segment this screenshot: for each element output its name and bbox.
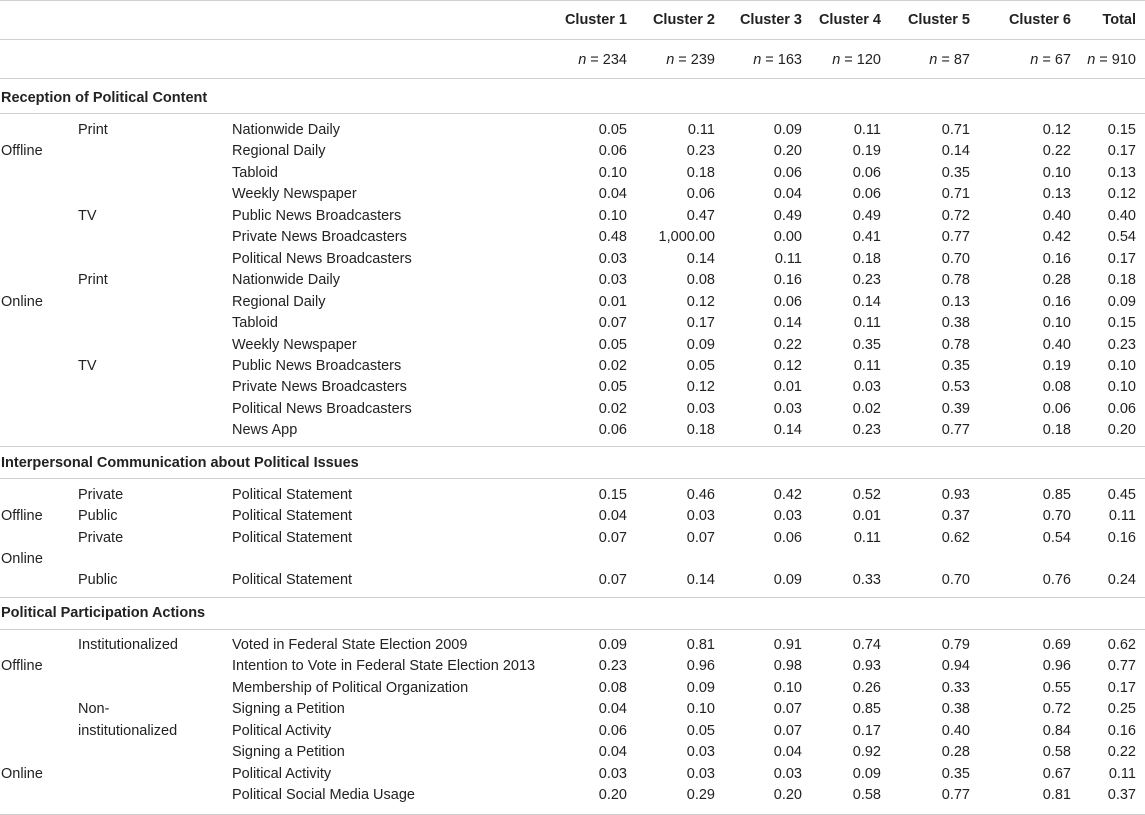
cell-value: 0.74	[852, 637, 881, 653]
cell-value: 0.17	[686, 315, 715, 332]
cell-value: 0.11	[1108, 765, 1136, 782]
cell-value: 0.01	[852, 508, 881, 525]
cell-value: 0.10	[1042, 315, 1071, 332]
n-equals: =	[586, 52, 603, 68]
cell-value: 0.45	[1107, 487, 1136, 503]
row-label: Tabloid	[232, 315, 278, 332]
cell-value: 0.06	[1042, 400, 1071, 417]
cell-value: 0.38	[941, 701, 970, 718]
cell-value: 0.07	[598, 572, 627, 589]
cell-value: 0.23	[852, 422, 881, 439]
cell-value: 0.40	[1042, 336, 1071, 353]
header-rule	[0, 39, 1145, 40]
cell-value: 0.23	[686, 143, 715, 160]
row-label: Intention to Vote in Federal State Election 2013	[232, 658, 536, 675]
cell-value: 0.12	[773, 357, 802, 374]
cell-value: 0.06	[598, 422, 627, 439]
cell-value: 0.01	[773, 379, 802, 396]
cell-value: 0.09	[686, 336, 715, 353]
cell-value: 0.77	[941, 787, 970, 804]
group-mode: Online	[1, 293, 43, 310]
cell-value: 0.10	[1107, 357, 1136, 374]
group-type: Print	[78, 122, 108, 138]
cell-value: 0.03	[773, 400, 802, 417]
n-equals: =	[674, 52, 691, 68]
cell-value: 0.18	[686, 422, 715, 439]
cell-value: 0.04	[773, 744, 802, 761]
cell-value: 0.52	[852, 487, 881, 503]
cell-value: 0.24	[1107, 572, 1136, 589]
cell-value: 0.03	[598, 765, 627, 782]
section-bottom-rule	[0, 446, 1145, 447]
group-mode: Offline	[1, 143, 43, 160]
n-symbol: n	[832, 52, 841, 68]
cell-value: 0.19	[1042, 357, 1071, 374]
cell-value: 0.07	[686, 529, 715, 546]
cell-value: 0.71	[941, 122, 970, 138]
cell-value: 0.23	[852, 272, 881, 289]
cell-value: 0.09	[1107, 293, 1136, 310]
n-symbol: n	[666, 52, 675, 68]
cell-value: 0.10	[598, 207, 627, 224]
cell-value: 0.22	[1042, 143, 1071, 160]
row-label: Political Activity	[232, 722, 332, 739]
group-type: Public	[78, 508, 118, 525]
cell-value: 0.55	[1042, 679, 1071, 696]
column-header: Total	[1102, 12, 1136, 28]
cell-value: 0.48	[598, 229, 627, 246]
row-label: Public News Broadcasters	[232, 357, 402, 374]
cell-value: 0.42	[773, 487, 802, 503]
row-label: Private News Broadcasters	[232, 379, 407, 396]
cell-value: 0.04	[773, 186, 802, 203]
cell-value: 0.71	[941, 186, 970, 203]
row-label: Political Statement	[232, 487, 353, 503]
cell-value: 0.10	[1042, 164, 1071, 181]
column-header: Cluster 6	[1008, 12, 1071, 28]
cell-value: 0.35	[941, 357, 970, 374]
cell-value: 0.18	[1042, 422, 1071, 439]
sample-size	[929, 51, 970, 69]
cell-value: 0.16	[1107, 722, 1136, 739]
group-type: institutionalized	[78, 722, 178, 739]
cell-value: 0.04	[598, 744, 627, 761]
cell-value: 0.16	[1042, 250, 1071, 267]
cell-value: 0.96	[1042, 658, 1071, 675]
cell-value: 0.77	[941, 422, 970, 439]
cell-value: 0.02	[598, 357, 627, 374]
cell-value: 0.12	[1042, 122, 1071, 138]
row-label: Political News Broadcasters	[232, 250, 412, 267]
n-value: 910	[1111, 52, 1136, 68]
n-symbol: n	[1087, 52, 1096, 68]
cell-value: 0.14	[852, 293, 881, 310]
cell-value: 0.09	[773, 122, 802, 138]
group-type: TV	[78, 207, 97, 224]
cell-value: 0.11	[1108, 508, 1136, 525]
n-value: 234	[602, 52, 627, 68]
cell-value: 0.81	[1042, 787, 1071, 804]
cell-value: 0.20	[598, 787, 627, 804]
cell-value: 0.19	[852, 143, 881, 160]
row-label: News App	[232, 422, 298, 439]
group-type: Public	[78, 572, 118, 589]
cell-value: 0.07	[598, 315, 627, 332]
row-label: Regional Daily	[232, 143, 326, 160]
cell-value: 0.39	[941, 400, 970, 417]
row-label: Political Social Media Usage	[232, 787, 415, 804]
section-title: Political Participation Actions	[1, 605, 206, 621]
n-symbol: n	[1030, 52, 1039, 68]
sample-size	[832, 51, 881, 69]
cell-value: 0.84	[1042, 722, 1071, 739]
group-type: TV	[78, 357, 97, 374]
row-label: Political Activity	[232, 765, 332, 782]
cell-value: 0.46	[686, 487, 715, 503]
cell-value: 0.06	[773, 164, 802, 181]
cell-value: 0.26	[852, 679, 881, 696]
group-type: Print	[78, 272, 108, 289]
cell-value: 0.13	[941, 293, 970, 310]
cell-value: 0.78	[941, 336, 970, 353]
row-label: Political Statement	[232, 529, 353, 546]
n-equals: =	[937, 52, 954, 68]
cell-value: 0.17	[1107, 250, 1136, 267]
row-label: Weekly Newspaper	[232, 336, 357, 353]
column-header: Cluster 4	[818, 12, 881, 28]
row-label: Weekly Newspaper	[232, 186, 357, 203]
cell-value: 0.06	[686, 186, 715, 203]
cell-value: 0.35	[941, 164, 970, 181]
cell-value: 0.54	[1107, 229, 1136, 246]
cell-value: 0.38	[941, 315, 970, 332]
row-label: Membership of Political Organization	[232, 679, 469, 696]
cell-value: 0.40	[1107, 207, 1136, 224]
column-header: Cluster 5	[907, 12, 970, 28]
cell-value: 0.62	[1107, 637, 1136, 653]
cell-value: 0.07	[773, 701, 802, 718]
cell-value: 0.25	[1107, 701, 1136, 718]
cell-value: 0.79	[941, 637, 970, 653]
cell-value: 0.14	[686, 250, 715, 267]
group-type: Private	[78, 529, 124, 546]
n-symbol: n	[753, 52, 762, 68]
cell-value: 0.41	[852, 229, 881, 246]
cell-value: 0.49	[852, 207, 881, 224]
cell-value: 0.14	[773, 315, 802, 332]
cell-value: 0.11	[853, 315, 881, 332]
cell-value: 0.85	[852, 701, 881, 718]
cell-value: 0.33	[852, 572, 881, 589]
column-header: Cluster 3	[739, 12, 802, 28]
cell-value: 0.20	[1107, 422, 1136, 439]
cell-value: 0.08	[1042, 379, 1071, 396]
row-label: Nationwide Daily	[232, 272, 340, 289]
cell-value: 0.05	[598, 122, 627, 138]
cell-value: 0.16	[773, 272, 802, 289]
cell-value: 0.14	[773, 422, 802, 439]
cell-value: 0.10	[1107, 379, 1136, 396]
row-label: Signing a Petition	[232, 701, 345, 718]
cell-value: 0.06	[598, 143, 627, 160]
cell-value: 0.09	[852, 765, 881, 782]
cell-value: 0.18	[686, 164, 715, 181]
cell-value: 0.37	[941, 508, 970, 525]
sample-size	[1030, 51, 1071, 69]
cell-value: 0.03	[598, 250, 627, 267]
cell-value: 0.42	[1042, 229, 1071, 246]
cell-value: 0.76	[1042, 572, 1071, 589]
cell-value: 0.02	[852, 400, 881, 417]
cell-value: 1,000.00	[658, 229, 715, 246]
cell-value: 0.70	[941, 572, 970, 589]
group-type: Non-	[78, 701, 110, 718]
cell-value: 0.06	[598, 722, 627, 739]
section-rule	[0, 478, 1145, 479]
cell-value: 0.09	[598, 637, 627, 653]
section-title: Reception of Political Content	[1, 90, 208, 106]
column-header: Cluster 1	[564, 12, 627, 28]
row-label: Political Statement	[232, 508, 353, 525]
cell-value: 0.93	[852, 658, 881, 675]
cell-value: 0.78	[941, 272, 970, 289]
cell-value: 0.17	[1107, 143, 1136, 160]
cell-value: 0.01	[598, 293, 627, 310]
cell-value: 0.49	[773, 207, 802, 224]
top-rule	[0, 0, 1145, 1]
cell-value: 0.12	[686, 293, 715, 310]
n-equals: =	[1095, 52, 1112, 68]
cell-value: 0.00	[773, 229, 802, 246]
n-value: 239	[690, 52, 715, 68]
cell-value: 0.54	[1042, 529, 1071, 546]
cell-value: 0.05	[598, 379, 627, 396]
n-symbol: n	[578, 52, 587, 68]
cell-value: 0.09	[773, 572, 802, 589]
cell-value: 0.58	[1042, 744, 1071, 761]
cell-value: 0.20	[773, 143, 802, 160]
cell-value: 0.04	[598, 701, 627, 718]
cell-value: 0.03	[686, 508, 715, 525]
cell-value: 0.03	[852, 379, 881, 396]
row-label: Private News Broadcasters	[232, 229, 407, 246]
n-value: 87	[953, 52, 970, 68]
cell-value: 0.98	[773, 658, 802, 675]
cell-value: 0.20	[773, 787, 802, 804]
cell-value: 0.11	[853, 529, 881, 546]
cell-value: 0.70	[1042, 508, 1071, 525]
cell-value: 0.28	[941, 744, 970, 761]
row-label: Public News Broadcasters	[232, 207, 402, 224]
cell-value: 0.16	[1042, 293, 1071, 310]
group-mode: Online	[1, 550, 43, 567]
n-value: 120	[856, 52, 881, 68]
cell-value: 0.17	[852, 722, 881, 739]
cell-value: 0.22	[1107, 744, 1136, 761]
n-equals: =	[840, 52, 857, 68]
section-rule	[0, 113, 1145, 114]
cell-value: 0.53	[941, 379, 970, 396]
row-label: Signing a Petition	[232, 744, 345, 761]
group-type: Private	[78, 487, 124, 503]
cell-value: 0.11	[774, 250, 802, 267]
cell-value: 0.18	[1107, 272, 1136, 289]
section-title: Interpersonal Communication about Political Issues	[1, 455, 359, 471]
cell-value: 0.94	[941, 658, 970, 675]
cell-value: 0.62	[941, 529, 970, 546]
cell-value: 0.04	[598, 186, 627, 203]
cell-value: 0.04	[598, 508, 627, 525]
cell-value: 0.28	[1042, 272, 1071, 289]
cell-value: 0.09	[686, 679, 715, 696]
section-rule	[0, 629, 1145, 630]
sample-size	[1087, 51, 1136, 69]
cell-value: 0.40	[1042, 207, 1071, 224]
cell-value: 0.35	[941, 765, 970, 782]
row-label: Voted in Federal State Election 2009	[232, 637, 468, 653]
cell-value: 0.06	[773, 293, 802, 310]
cell-value: 0.96	[686, 658, 715, 675]
cell-value: 0.07	[773, 722, 802, 739]
cell-value: 0.93	[941, 487, 970, 503]
cell-value: 0.23	[1107, 336, 1136, 353]
cell-value: 0.11	[853, 122, 881, 138]
group-mode: Offline	[1, 658, 43, 675]
n-symbol: n	[929, 52, 938, 68]
group-type: Institutionalized	[78, 637, 178, 653]
cell-value: 0.17	[1107, 679, 1136, 696]
cell-value: 0.18	[852, 250, 881, 267]
cell-value: 0.06	[852, 186, 881, 203]
cell-value: 0.92	[852, 744, 881, 761]
cell-value: 0.02	[598, 400, 627, 417]
n-equals: =	[761, 52, 778, 68]
cell-value: 0.35	[852, 336, 881, 353]
cell-value: 0.07	[598, 529, 627, 546]
cell-value: 0.11	[687, 122, 715, 138]
cell-value: 0.03	[773, 508, 802, 525]
row-label: Tabloid	[232, 164, 278, 181]
cell-value: 0.11	[853, 357, 881, 374]
cell-value: 0.14	[686, 572, 715, 589]
cell-value: 0.06	[1107, 400, 1136, 417]
cell-value: 0.06	[773, 529, 802, 546]
row-label: Regional Daily	[232, 293, 326, 310]
cell-value: 0.58	[852, 787, 881, 804]
cell-value: 0.72	[941, 207, 970, 224]
cell-value: 0.05	[686, 722, 715, 739]
n-rule	[0, 78, 1145, 79]
cell-value: 0.15	[1107, 315, 1136, 332]
cell-value: 0.10	[773, 679, 802, 696]
cell-value: 0.15	[598, 487, 627, 503]
cell-value: 0.14	[941, 143, 970, 160]
cell-value: 0.10	[598, 164, 627, 181]
group-mode: Online	[1, 765, 43, 782]
cell-value: 0.77	[941, 229, 970, 246]
cell-value: 0.08	[598, 679, 627, 696]
sample-size	[578, 51, 627, 69]
n-value: 67	[1054, 52, 1071, 68]
n-equals: =	[1038, 52, 1055, 68]
sample-size	[666, 51, 715, 69]
cell-value: 0.03	[686, 744, 715, 761]
cell-value: 0.08	[686, 272, 715, 289]
cell-value: 0.47	[686, 207, 715, 224]
cell-value: 0.15	[1107, 122, 1136, 138]
cell-value: 0.72	[1042, 701, 1071, 718]
cell-value: 0.22	[773, 336, 802, 353]
cell-value: 0.23	[598, 658, 627, 675]
cell-value: 0.13	[1107, 164, 1136, 181]
cell-value: 0.77	[1107, 658, 1136, 675]
cell-value: 0.12	[686, 379, 715, 396]
cell-value: 0.69	[1042, 637, 1071, 653]
cell-value: 0.91	[773, 637, 802, 653]
row-label: Political Statement	[232, 572, 353, 589]
cell-value: 0.05	[686, 357, 715, 374]
cell-value: 0.05	[598, 336, 627, 353]
section-bottom-rule	[0, 597, 1145, 598]
cell-value: 0.29	[686, 787, 715, 804]
cell-value: 0.40	[941, 722, 970, 739]
cell-value: 0.03	[686, 765, 715, 782]
group-mode: Offline	[1, 508, 43, 525]
cell-value: 0.67	[1042, 765, 1071, 782]
column-header: Cluster 2	[652, 12, 715, 28]
cell-value: 0.33	[941, 679, 970, 696]
sample-size	[753, 51, 802, 69]
cell-value: 0.12	[1107, 186, 1136, 203]
cell-value: 0.06	[852, 164, 881, 181]
row-label: Nationwide Daily	[232, 122, 340, 138]
cell-value: 0.85	[1042, 487, 1071, 503]
cell-value: 0.03	[773, 765, 802, 782]
cell-value: 0.03	[598, 272, 627, 289]
cell-value: 0.03	[686, 400, 715, 417]
cell-value: 0.37	[1107, 787, 1136, 804]
cell-value: 0.13	[1042, 186, 1071, 203]
row-label: Political News Broadcasters	[232, 400, 412, 417]
cell-value: 0.10	[686, 701, 715, 718]
cell-value: 0.81	[686, 637, 715, 653]
cell-value: 0.16	[1107, 529, 1136, 546]
cell-value: 0.70	[941, 250, 970, 267]
n-value: 163	[777, 52, 802, 68]
